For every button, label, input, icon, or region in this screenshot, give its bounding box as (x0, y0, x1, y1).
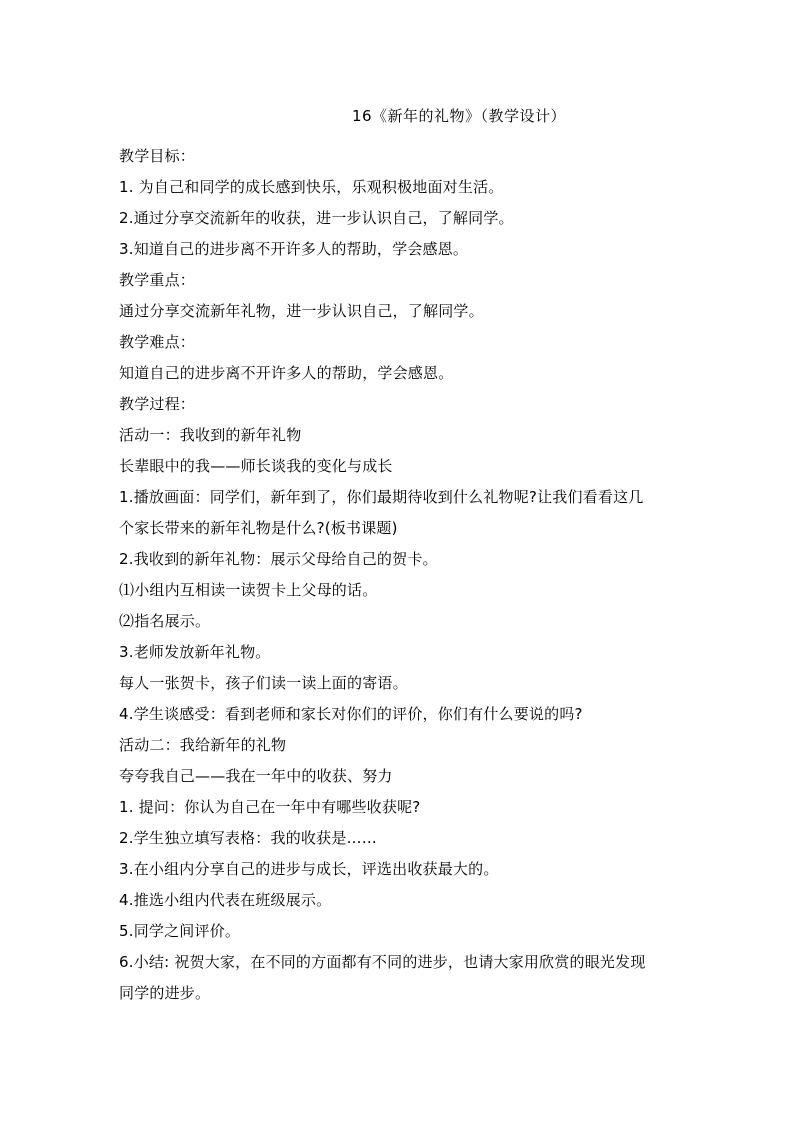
paragraph-line: 2.我收到的新年礼物：展示父母给自己的贺卡。 (119, 550, 438, 568)
section-heading-key-points: 教学重点： (119, 271, 196, 289)
document-body (119, 141, 679, 1009)
section-heading-difficulties: 教学难点： (119, 333, 196, 351)
paragraph-line: 4.推选小组内代表在班级展示。 (119, 891, 332, 909)
paragraph-line: 每人一张贺卡，孩子们读一读上面的寄语。 (119, 674, 408, 692)
paragraph-line: 1. 提问：你认为自己在一年中有哪些收获呢? (119, 798, 421, 816)
paragraph-line: 长辈眼中的我——师长谈我的变化与成长 (119, 457, 393, 475)
paragraph-line: ⑵指名展示。 (119, 612, 211, 630)
paragraph-line: 同学的进步。 (119, 984, 211, 1002)
paragraph-line: 知道自己的进步离不开许多人的帮助，学会感恩。 (119, 364, 454, 382)
document-title: 16《新年的礼物》（教学设计） (351, 107, 567, 125)
paragraph-line: 3.老师发放新年礼物。 (119, 643, 271, 661)
paragraph-line: 3.在小组内分享自己的进步与成长，评选出收获最大的。 (119, 860, 499, 878)
paragraph-line: 个家长带来的新年礼物是什么?(板书课题) (119, 519, 398, 537)
paragraph-line: 2.学生独立填写表格：我的收获是…… (119, 829, 377, 847)
paragraph-line: 1.播放画面：同学们，新年到了，你们最期待收到什么礼物呢?让我们看看这几 (119, 488, 644, 506)
section-heading-objectives: 教学目标： (119, 147, 196, 165)
paragraph-line: 1. 为自己和同学的成长感到快乐，乐观积极地面对生活。 (119, 178, 504, 196)
paragraph-line: 2.通过分享交流新年的收获，进一步认识自己，了解同学。 (119, 209, 514, 227)
paragraph-line: 3.知道自己的进步离不开许多人的帮助，学会感恩。 (119, 240, 469, 258)
paragraph-line: 5.同学之间评价。 (119, 922, 241, 940)
paragraph-line: ⑴小组内互相读一读贺卡上父母的话。 (119, 581, 378, 599)
activity-heading-two: 活动二：我给新年的礼物 (119, 736, 287, 754)
activity-heading-one: 活动一：我收到的新年礼物 (119, 426, 302, 444)
paragraph-line: 4.学生谈感受：看到老师和家长对你们的评价，你们有什么要说的吗? (119, 705, 583, 723)
paragraph-line: 夸夸我自己——我在一年中的收获、努力 (119, 767, 393, 785)
section-heading-process: 教学过程： (119, 395, 196, 413)
paragraph-line: 6.小结: 祝贺大家，在不同的方面都有不同的进步，也请大家用欣赏的眼光发现 (119, 953, 646, 971)
paragraph-line: 通过分享交流新年礼物，进一步认识自己，了解同学。 (119, 302, 484, 320)
